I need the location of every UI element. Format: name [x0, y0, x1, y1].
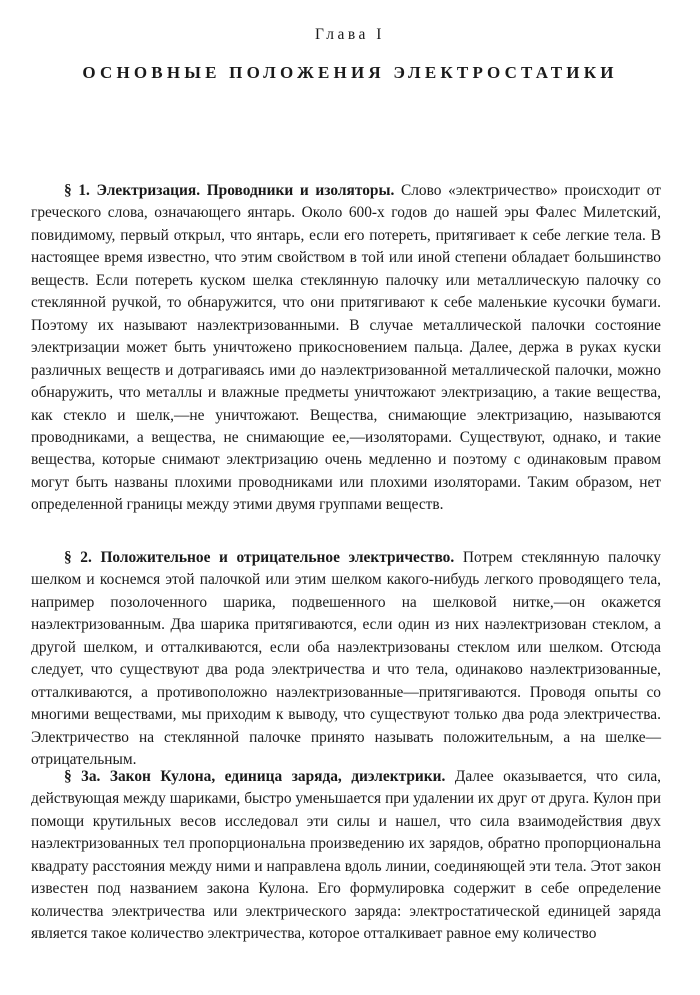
section-2-heading: § 2. Положительное и отрицательное электричество.: [64, 549, 455, 566]
section-2-paragraph: [31, 547, 661, 772]
section-1-text: Слово «электричество» происходит от греческого слова, означающего янтарь. Около 600-х годов до нашей эры Фалес Милетский, повидимому, первый открыл, что янтарь, если его потереть, притягивает к себе легкие тела. В настоящее время известно, что этим свойством в той или иной степени обладает большинство веществ. Если потереть куском шелка стеклянную палочку или металлическую палочку со стеклянной ручкой, то обнаружится, что они притягивают к себе маленькие кусочки бумаги. Поэтому их называют наэлектризованными. В случае металлической палочки состояние электризации может быть уничтожено прикосновением пальца. Далее, держа в руках куски различных веществ и дотрагиваясь ими до наэлектризованной металлической палочки, можно обнаружить, что металлы и влажные предметы уничтожают электризацию, а такие вещества, как стекло и шелк,—не уничтожают. Вещества, снимающие электризацию, называются проводниками, а вещества, не снимающие ее,—изоляторами. Существуют, однако, и такие вещества, которые снимают электризацию очень медленно и поэтому с одинаковым правом могут быть названы плохими проводниками или плохими изоляторами. Таким образом, нет определенной границы между этими двумя группами веществ.: [31, 182, 662, 514]
chapter-label: Глава I: [315, 26, 385, 43]
chapter-title: ОСНОВНЫЕ ПОЛОЖЕНИЯ ЭЛЕКТРОСТАТИКИ: [82, 63, 618, 82]
section-1-heading: § 1. Электризация. Проводники и изоляторы.: [64, 182, 395, 199]
section-2-text: Потрем стеклянную палочку шелком и коснемся этой палочкой или этим шелком какого-нибудь легкого проводящего тела, например позолоченного шарика, подвешенного на шелковой нитке,—он окажется наэлектризованным. Два шарика притягиваются, если один из них наэлектризован стеклом, а другой шелком, и отталкиваются, если оба наэлектризованы стеклом или шелком. Отсюда следует, что существуют два рода электричества и что тела, одинаково наэлектризованные, отталкиваются, а противоположно наэлектризованные—притягиваются. Проводя опыты со многими веществами, мы приходим к выводу, что существуют только два рода электричества. Электричество на стеклянной палочке принято называть положительным, а на шелке—отрицательным.: [31, 549, 661, 769]
section-3a-paragraph: [31, 766, 661, 946]
section-1-paragraph: [31, 180, 661, 517]
section-3a-heading: § 3а. Закон Кулона, единица заряда, диэлектрики.: [64, 768, 446, 785]
section-3a-text: Далее оказывается, что сила, действующая между шариками, быстро уменьшается при удалении их друг от друга. Кулон при помощи крутильных весов исследовал эти силы и нашел, что сила взаимодействия двух наэлектризованных тел пропорциональна произведению их зарядов, обратно пропорциональна квадрату расстояния между ними и направлена вдоль линии, соединяющей эти тела. Этот закон известен под названием закона Кулона. Его формулировка содержит в себе определение количества электричества или электрического заряда: электростатической единицей заряда является такое количество электричества, которое отталкивает равное ему количество: [31, 768, 662, 943]
